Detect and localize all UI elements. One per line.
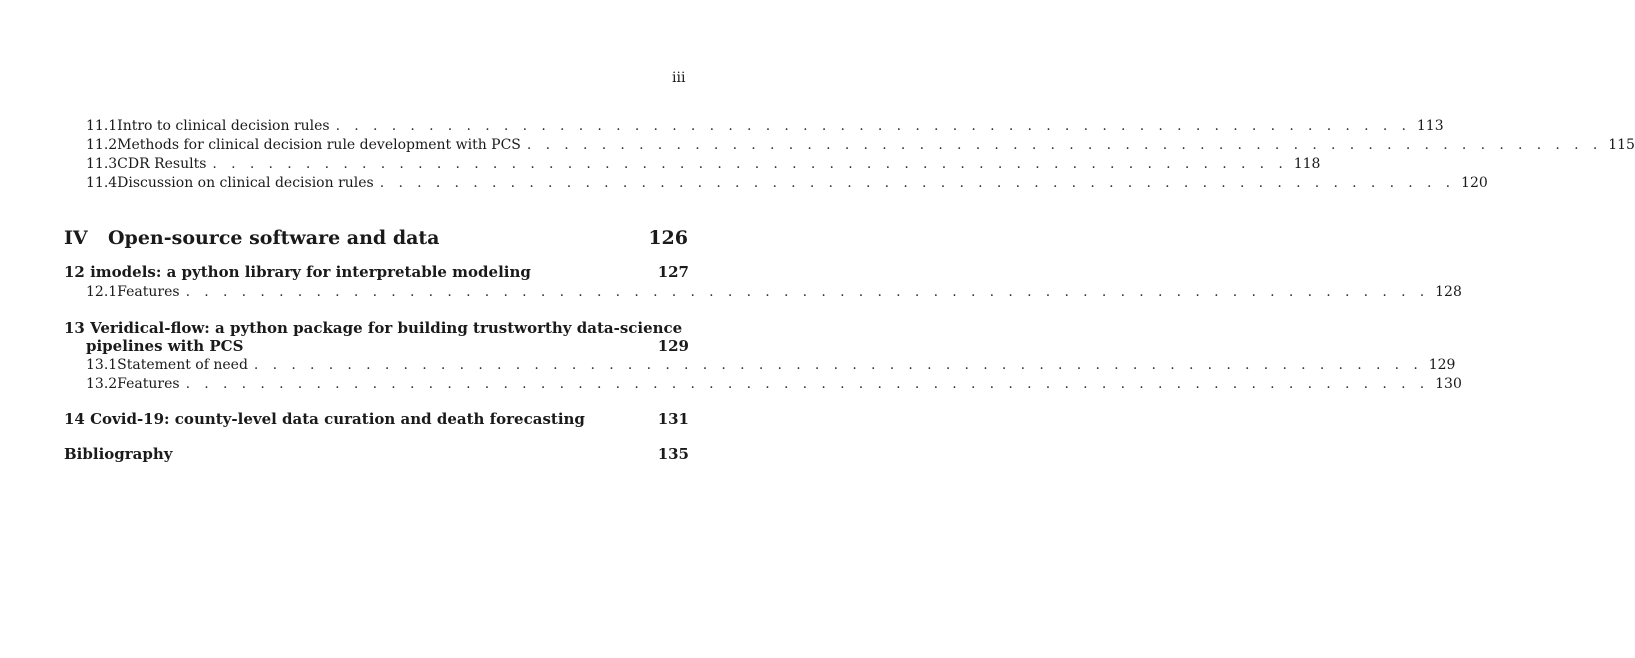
page-ref: 126 (648, 227, 688, 249)
toc-chapter-12[interactable] (64, 263, 689, 283)
page-ref: 135 (657, 445, 689, 463)
dot-leader: . . . . . . . . . . . . . . . . . . . . . . . . . . . . . . . . . . . . . . . . . . . . . . . . . . . . . . . . . . (212, 156, 1288, 172)
toc-entry-12-1[interactable] (86, 284, 1462, 303)
section-title: Discussion on clinical decision rules (117, 175, 374, 191)
toc-entry-13-1[interactable] (86, 357, 1456, 376)
toc-entry-11-4[interactable] (86, 175, 1488, 194)
toc-chapter-13-cont[interactable] (86, 337, 689, 357)
chapter-title: 12 imodels: a python library for interpretable modeling (64, 263, 531, 281)
chapter-title-line2: pipelines with PCS (86, 337, 244, 355)
section-title: CDR Results (117, 156, 207, 172)
part-title: Open-source software and data (108, 227, 440, 249)
toc-chapter-14[interactable] (64, 410, 689, 430)
bibliography-title: Bibliography (64, 445, 173, 463)
section-number: 11.2 (86, 137, 118, 153)
part-number: IV (64, 227, 88, 249)
section-number: 13.2 (86, 376, 118, 392)
chapter-title: 14 Covid-19: county-level data curation and death forecasting (64, 410, 585, 428)
section-title: Methods for clinical decision rule development with PCS (117, 137, 521, 153)
page-ref: 129 (657, 337, 689, 355)
dot-leader: . . . . . . . . . . . . . . . . . . . . . . . . . . . . . . . . . . . . . . . . . . . . . . . . . . . . . . . . . . . . . . . (253, 357, 1423, 373)
dot-leader: . . . . . . . . . . . . . . . . . . . . . . . . . . . . . . . . . . . . . . . . . . . . . . . . . . . . . . . . . . . . . . . . . . . (185, 284, 1430, 300)
section-number: 11.1 (86, 118, 118, 134)
toc-bibliography[interactable] (64, 445, 689, 465)
page-ref: 118 (1293, 156, 1321, 172)
section-number: 11.4 (86, 175, 118, 191)
page-ref: 115 (1608, 137, 1635, 153)
dot-leader: . . . . . . . . . . . . . . . . . . . . . . . . . . . . . . . . . . . . . . . . . . . . . . . . . . . . . . . . . . (526, 137, 1603, 153)
section-number: 12.1 (86, 284, 118, 300)
dot-leader: . . . . . . . . . . . . . . . . . . . . . . . . . . . . . . . . . . . . . . . . . . . . . . . . . . . . . . . . . . (335, 118, 1411, 134)
page-ref: 120 (1461, 175, 1488, 191)
section-title: Statement of need (117, 357, 248, 373)
toc-entry-11-3[interactable] (86, 156, 1321, 175)
dot-leader: . . . . . . . . . . . . . . . . . . . . . . . . . . . . . . . . . . . . . . . . . . . . . . . . . . . . . . . . . . (379, 175, 1456, 191)
toc-entry-13-2[interactable] (86, 376, 1462, 395)
section-title: Features (117, 284, 180, 300)
page-ref: 128 (1435, 284, 1462, 300)
toc-part-iv[interactable] (64, 227, 688, 249)
page-ref: 129 (1428, 357, 1456, 373)
dot-leader: . . . . . . . . . . . . . . . . . . . . . . . . . . . . . . . . . . . . . . . . . . . . . . . . . . . . . . . . . . . . . . . . . . . (185, 376, 1430, 392)
toc-entry-11-1[interactable] (86, 118, 1444, 137)
page-ref: 130 (1435, 376, 1462, 392)
section-title: Features (117, 376, 180, 392)
toc-chapter-13[interactable] (64, 319, 689, 339)
section-title: Intro to clinical decision rules (117, 118, 330, 134)
page-ref: 113 (1416, 118, 1444, 134)
toc-entry-11-2[interactable] (86, 137, 1635, 156)
chapter-title-line1: 13 Veridical-flow: a python package for building trustworthy data-science (64, 319, 683, 337)
page-number: iii (672, 70, 686, 86)
section-number: 11.3 (86, 156, 118, 172)
page-ref: 131 (657, 410, 689, 428)
page-ref: 127 (657, 263, 689, 281)
section-number: 13.1 (86, 357, 118, 373)
